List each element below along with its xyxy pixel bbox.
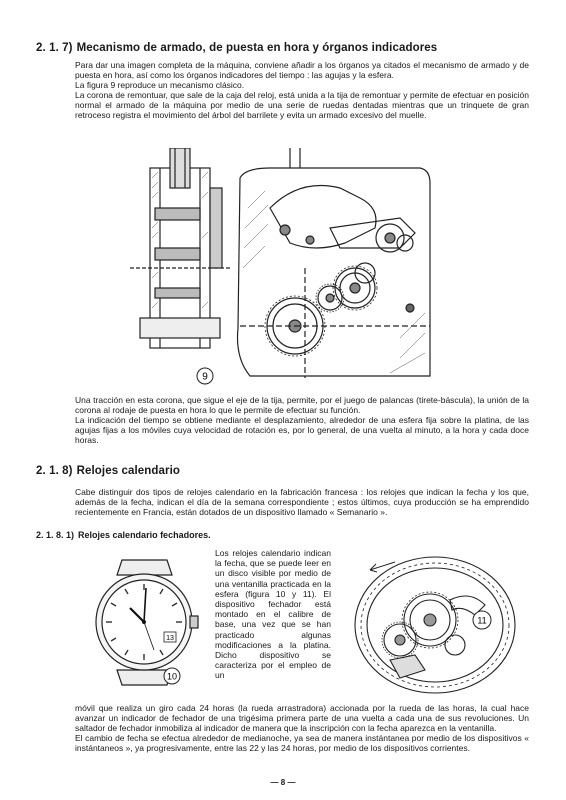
paragraph: Cabe distinguir dos tipos de relojes calendario en la fabricación francesa : los relojes que indican la fecha y los que, además de la fecha, indican el día de la semana correspondiente ; estos últimos, cuya producción se ha emprendido recientemente en Francia, están dotados de un dispositivo llamado « Semanario ». [75,487,529,517]
section-2181-heading [36,530,211,540]
section-2181-column-text [215,548,331,681]
section-number: 2. 1. 8) [36,465,73,477]
section-number: 2. 1. 8. 1) [36,530,75,540]
paragraph: Para dar una imagen completa de la máquina, conviene añadir a los órganos ya citados el mecanismo de armado y de puesta en hora, así como los órganos indicadores del tiempo : las agujas y la esfera. [75,60,529,80]
paragraph: La figura 9 reproduce un mecanismo clásico. [75,80,245,90]
section-217-intro [75,60,529,120]
section-title: Relojes calendario [76,465,181,477]
paragraph: La corona de remontuar, que sale de la caja del reloj, está unida a la tija de remontuar y permite de efectuar en posición normal el armado de la máquina por medio de una serie de ruedas dentadas mientras que un trinquete de gran retroceso registra el movimiento del árbol del barrilete y evita un armado excesivo del muelle. [75,90,529,120]
paragraph: móvil que realiza un giro cada 24 horas (la rueda arrastradora) accionada por la rueda de las horas, la cual hace avanzar un indicador de fechador de una trigésima primera parte de una vuelta a cada una de sus revoluciones. Un saltador de fechador inmobiliza al indicador de manera que la inscripción con la fecha aparezca en la ventanilla. [75,703,529,733]
page-number: — 8 — [270,778,296,787]
section-217-heading [36,42,536,54]
figure-10-watch-drawing [92,550,207,690]
section-218-heading [36,465,536,477]
section-title: Relojes calendario fechadores. [78,530,211,540]
figure-9-label: 9 [202,371,208,383]
watch-date-window: 13 [166,635,174,642]
paragraph: Una tracción en esta corona, que sigue el eje de la tija, permite, por el juego de palancas (tirete-báscula), la unión de la corona al rodaje de puesta en hora lo que le permite de efectuar su función. [75,395,529,415]
section-218-intro [75,487,529,517]
figure-9-mechanism-drawing [100,148,500,388]
figure-10-label: 10 [166,671,178,682]
section-217-body [75,395,529,445]
paragraph: El cambio de fecha se efectua alrededor de medianoche, ya sea de manera instántanea por medio de los dispositivos « instántaneos », ya progresivamente, entre las 22 y las 24 horas, por medio de los dispositivos corrientes. [75,733,529,753]
section-title: Mecanismo de armado, de puesta en hora y órganos indicadores [76,42,438,54]
figure-11-date-disc-drawing [340,550,525,700]
paragraph: La indicación del tiempo se obtiene mediante el desplazamiento, alrededor de una esfera fija sobre la platina, de las agujas fijas a los móviles cuya velocidad de rotación es, por lo general, de una vuelta al minuto, a la hora y cada doce horas. [75,415,529,445]
section-2181-body [75,703,529,753]
figure-11-label: 11 [477,615,487,626]
section-number: 2. 1. 7) [36,42,73,54]
paragraph: Los relojes calendario indican la fecha, que se puede leer en un disco visible por medio de una ventanilla practicada en la esfera (figura 10 y 11). El dispositivo fechador está montado en el calibre de base, una vez que se han practicado algunas modificaciones a la platina. Dicho dispositivo se caracteriza por el empleo de un [215,548,331,681]
